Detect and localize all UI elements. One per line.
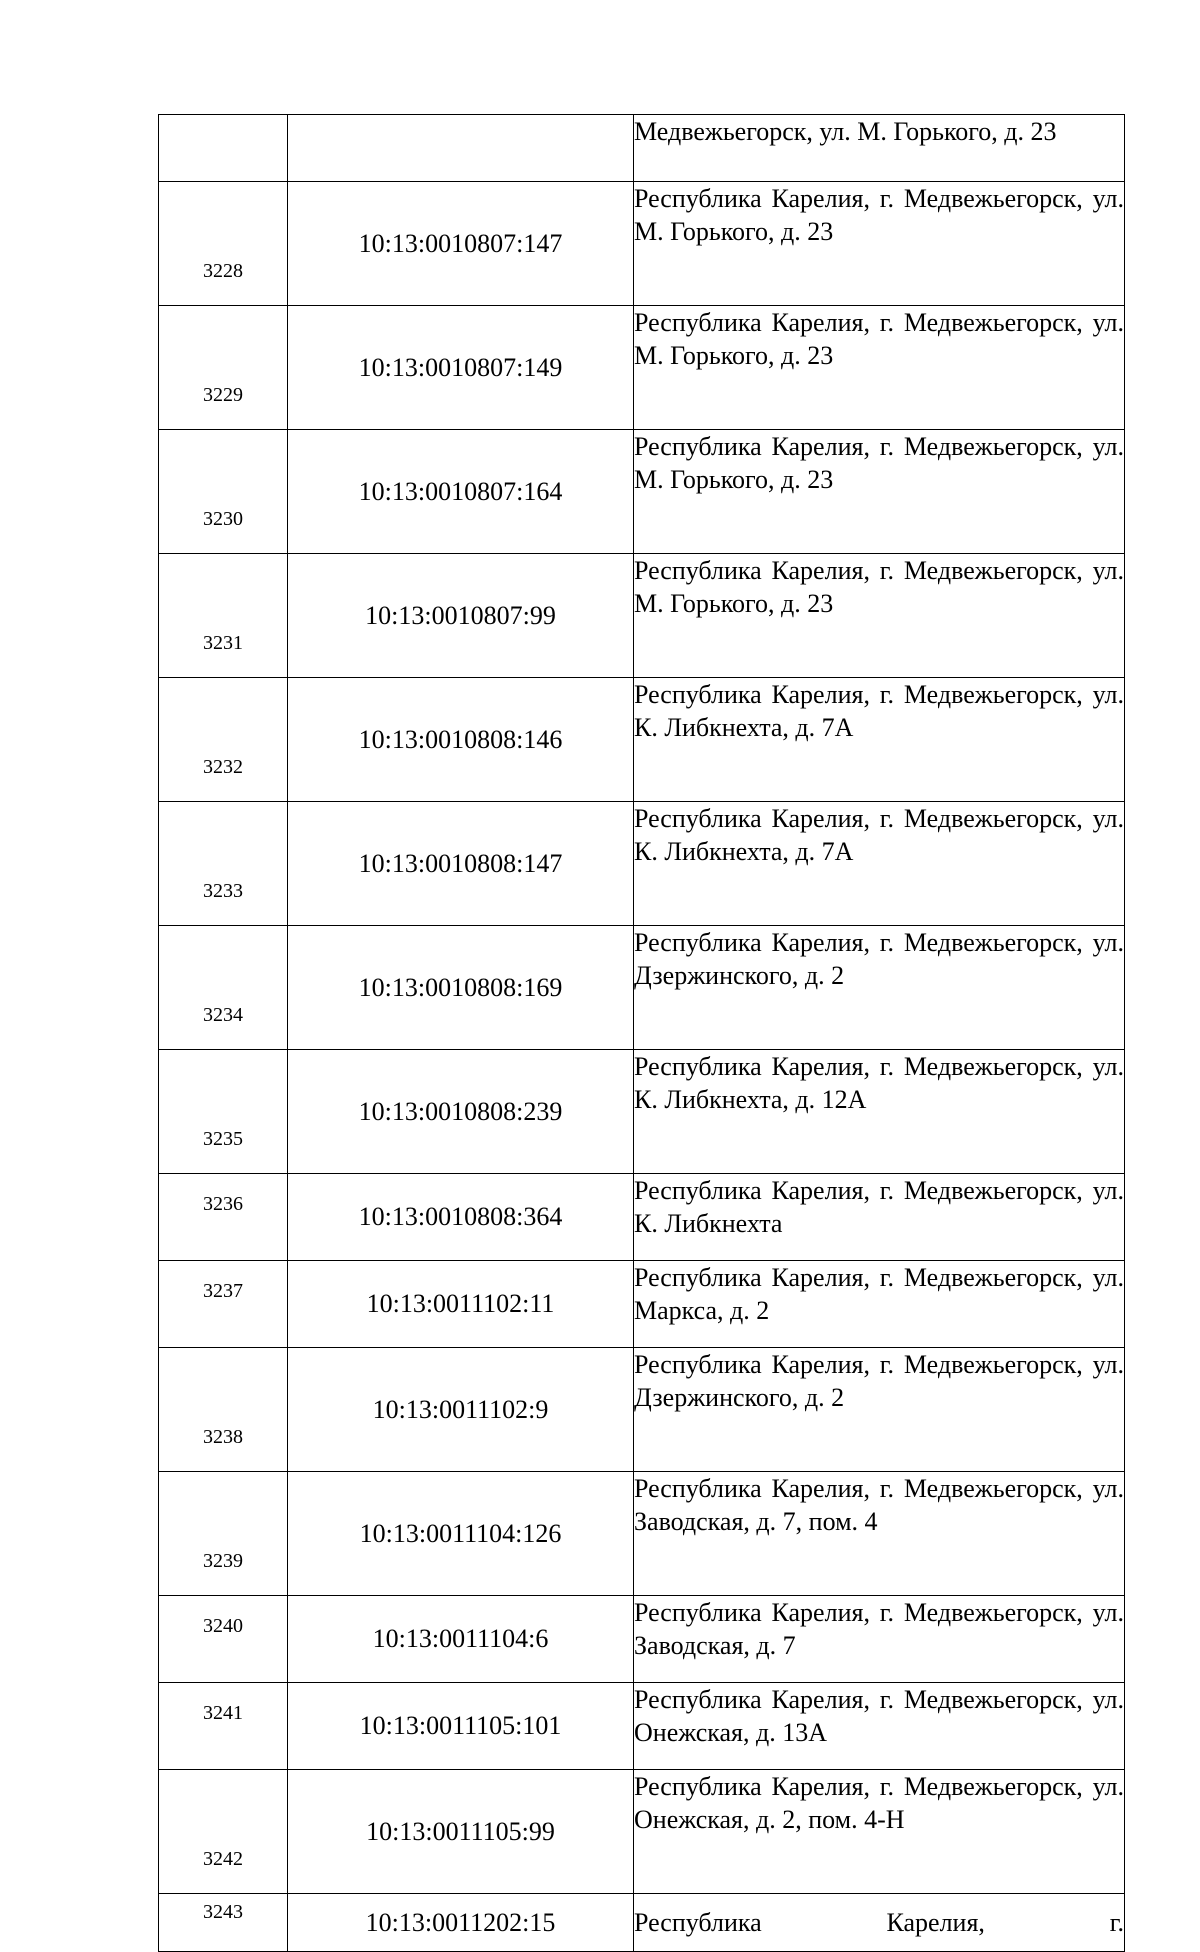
address: Республика Карелия, г. Медвежьегорск, ул. Онежская, д. 13А <box>634 1683 1125 1770</box>
cadastral-number: 10:13:0010807:149 <box>288 306 634 430</box>
table-row <box>159 1894 1125 1952</box>
address: Республика Карелия, г. Медвежьегорск, ул. Маркса, д. 2 <box>634 1261 1125 1348</box>
address: Республика Карелия, г. <box>634 1894 1125 1952</box>
row-number: 3239 <box>159 1472 288 1596</box>
table-row <box>159 1174 1125 1261</box>
cadastral-number: 10:13:0010808:239 <box>288 1050 634 1174</box>
row-number: 3242 <box>159 1770 288 1894</box>
registry-table <box>158 114 1125 1952</box>
row-number: 3240 <box>159 1596 288 1683</box>
cadastral-number: 10:13:0010808:147 <box>288 802 634 926</box>
table-row <box>159 554 1125 678</box>
cadastral-number: 10:13:0010807:164 <box>288 430 634 554</box>
row-number: 3238 <box>159 1348 288 1472</box>
row-number: 3231 <box>159 554 288 678</box>
address: Республика Карелия, г. Медвежьегорск, ул. Дзержинского, д. 2 <box>634 926 1125 1050</box>
table-row <box>159 182 1125 306</box>
address: Республика Карелия, г. Медвежьегорск, ул. М. Горького, д. 23 <box>634 554 1125 678</box>
cadastral-number: 10:13:0010807:99 <box>288 554 634 678</box>
row-number: 3243 <box>159 1894 288 1952</box>
address: Республика Карелия, г. Медвежьегорск, ул. М. Горького, д. 23 <box>634 306 1125 430</box>
address: Республика Карелия, г. Медвежьегорск, ул. К. Либкнехта, д. 7А <box>634 678 1125 802</box>
table-row <box>159 1472 1125 1596</box>
cadastral-number: 10:13:0011102:11 <box>288 1261 634 1348</box>
table-row <box>159 802 1125 926</box>
table-row <box>159 115 1125 182</box>
row-number: 3228 <box>159 182 288 306</box>
row-number: 3229 <box>159 306 288 430</box>
address: Республика Карелия, г. Медвежьегорск, ул. Заводская, д. 7, пом. 4 <box>634 1472 1125 1596</box>
address: Медвежьегорск, ул. М. Горького, д. 23 <box>634 115 1125 182</box>
cadastral-number: 10:13:0011105:101 <box>288 1683 634 1770</box>
address: Республика Карелия, г. Медвежьегорск, ул. К. Либкнехта <box>634 1174 1125 1261</box>
table-row <box>159 1596 1125 1683</box>
table-row <box>159 926 1125 1050</box>
row-number: 3232 <box>159 678 288 802</box>
row-number: 3237 <box>159 1261 288 1348</box>
cadastral-number: 10:13:0010808:169 <box>288 926 634 1050</box>
row-number: 3236 <box>159 1174 288 1261</box>
cadastral-number: 10:13:0011104:6 <box>288 1596 634 1683</box>
row-number: 3233 <box>159 802 288 926</box>
address: Республика Карелия, г. Медвежьегорск, ул. К. Либкнехта, д. 7А <box>634 802 1125 926</box>
address: Республика Карелия, г. Медвежьегорск, ул. Дзержинского, д. 2 <box>634 1348 1125 1472</box>
address: Республика Карелия, г. Медвежьегорск, ул. К. Либкнехта, д. 12А <box>634 1050 1125 1174</box>
address: Республика Карелия, г. Медвежьегорск, ул. Заводская, д. 7 <box>634 1596 1125 1683</box>
table-row <box>159 1261 1125 1348</box>
cadastral-number: 10:13:0010808:146 <box>288 678 634 802</box>
cadastral-number: 10:13:0011102:9 <box>288 1348 634 1472</box>
cadastral-number: 10:13:0010807:147 <box>288 182 634 306</box>
row-number: 3234 <box>159 926 288 1050</box>
row-number: 3241 <box>159 1683 288 1770</box>
address: Республика Карелия, г. Медвежьегорск, ул. М. Горького, д. 23 <box>634 430 1125 554</box>
cadastral-number: 10:13:0011105:99 <box>288 1770 634 1894</box>
row-number: 3235 <box>159 1050 288 1174</box>
cadastral-number <box>288 115 634 182</box>
table-row <box>159 430 1125 554</box>
table-row <box>159 678 1125 802</box>
table-row <box>159 1770 1125 1894</box>
table-row <box>159 1050 1125 1174</box>
row-number <box>159 115 288 182</box>
table-row <box>159 306 1125 430</box>
cadastral-number: 10:13:0010808:364 <box>288 1174 634 1261</box>
cadastral-number: 10:13:0011202:15 <box>288 1894 634 1952</box>
row-number: 3230 <box>159 430 288 554</box>
address: Республика Карелия, г. Медвежьегорск, ул. Онежская, д. 2, пом. 4-Н <box>634 1770 1125 1894</box>
cadastral-number: 10:13:0011104:126 <box>288 1472 634 1596</box>
table-row <box>159 1683 1125 1770</box>
address: Республика Карелия, г. Медвежьегорск, ул. М. Горького, д. 23 <box>634 182 1125 306</box>
table-row <box>159 1348 1125 1472</box>
